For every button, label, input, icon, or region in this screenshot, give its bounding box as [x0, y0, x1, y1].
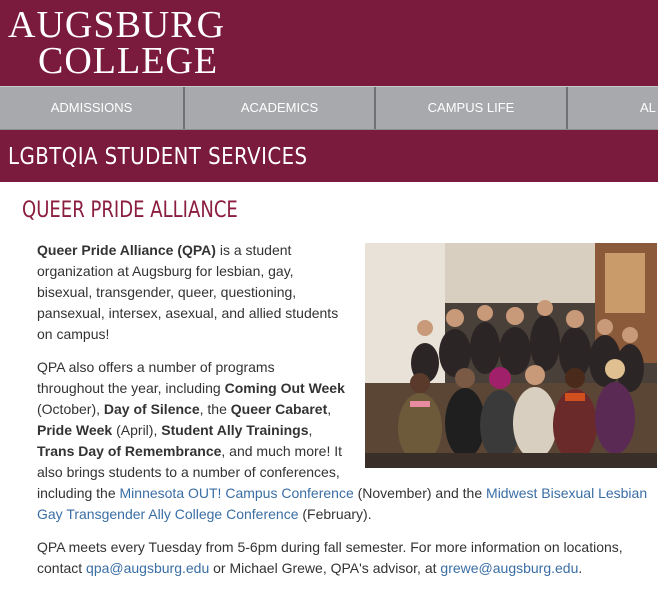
org-name: Queer Pride Alliance (QPA) — [37, 242, 216, 258]
meeting-text: . — [578, 560, 583, 576]
event-student-ally-trainings: Student Ally Trainings — [161, 422, 309, 438]
programs-text: (October), — [37, 401, 104, 417]
page-title: QUEER PRIDE ALLIANCE — [22, 198, 238, 223]
logo-line-1: AUGSBURG — [8, 4, 226, 46]
intro-text: is a student organization at Augsburg for lesbian, gay, bisexual, transgender, queer, questioning, pansexual, intersex, asexual, and allied students on campus! — [37, 242, 339, 342]
event-coming-out-week: Coming Out Week — [224, 380, 345, 396]
section-banner — [0, 130, 658, 182]
meeting-paragraph — [37, 537, 657, 579]
link-qpa-email[interactable]: qpa@augsburg.edu — [86, 560, 210, 576]
main-content — [37, 240, 657, 591]
programs-text: , — [308, 422, 313, 438]
group-photo — [365, 243, 657, 468]
link-advisor-email[interactable]: grewe@augsburg.edu — [440, 560, 579, 576]
meeting-text: QPA meets every Tuesday from 5-6pm during fall semester. For more information on locations, contact — [37, 539, 623, 576]
main-nav — [0, 86, 658, 130]
programs-text: , the — [199, 401, 231, 417]
college-logo[interactable] — [8, 6, 225, 80]
programs-text: (November) and the — [353, 485, 487, 501]
site-header — [0, 0, 658, 86]
link-minnesota-out-conference[interactable]: Minnesota OUT! Campus Conference — [119, 485, 354, 501]
event-day-of-silence: Day of Silence — [103, 401, 200, 417]
programs-text: , and much more! It also brings students to a number of conferences, including the — [37, 443, 343, 501]
link-midwest-conference[interactable]: Midwest Bisexual Lesbian Gay Transgender Ally College Conference — [37, 485, 648, 522]
programs-text: , — [327, 401, 332, 417]
banner-title: LGBTQIA STUDENT SERVICES — [8, 144, 308, 170]
meeting-text: or Michael Grewe, QPA's advisor, at — [209, 560, 441, 576]
event-trans-day-of-remembrance: Trans Day of Remembrance — [37, 443, 222, 459]
programs-text: (February). — [298, 506, 372, 522]
group-photo-image — [365, 243, 657, 468]
event-queer-cabaret: Queer Cabaret — [230, 401, 328, 417]
programs-text: (April), — [112, 422, 162, 438]
event-pride-week: Pride Week — [37, 422, 113, 438]
nav-item-admissions[interactable]: ADMISSIONS — [50, 100, 133, 115]
logo-line-2: COLLEGE — [38, 40, 219, 82]
programs-text: QPA also offers a number of programs throughout the year, including — [37, 359, 275, 396]
nav-item-academics[interactable]: ACADEMICS — [240, 100, 319, 115]
nav-item-more[interactable]: AL — [640, 100, 656, 115]
nav-item-campus-life[interactable]: CAMPUS LIFE — [427, 100, 515, 115]
